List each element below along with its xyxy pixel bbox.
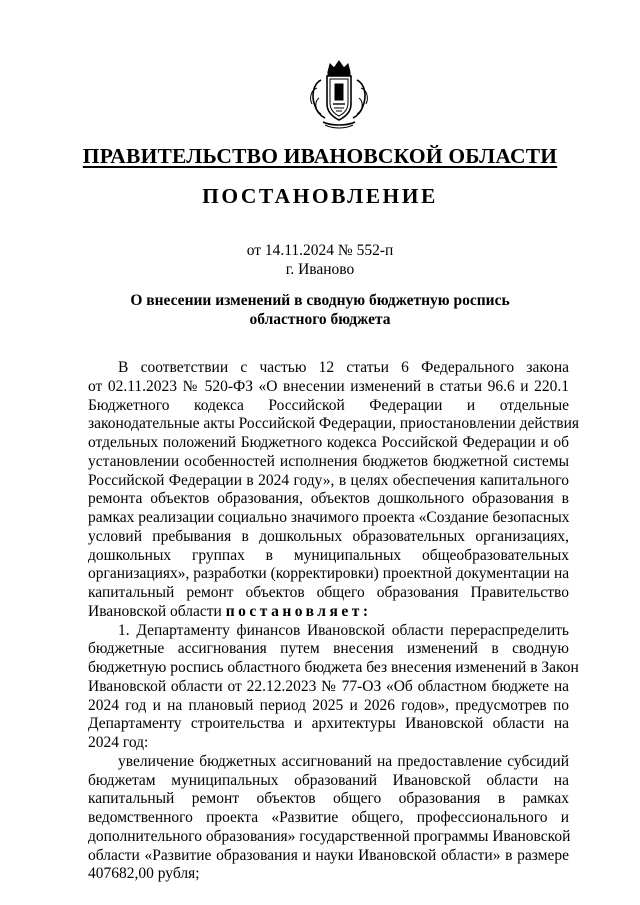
body-line: Департаменту строительства и архитектуры Ивановской области на [88,715,569,733]
decree-word: постановляет [225,602,363,620]
body-line: законодательные акты Российской Федерации, приостановлении действия [88,415,580,433]
body-line: от 02.11.2023 № 520-ФЗ «О внесении изменений в статьи 96.6 и 220.1 [88,377,569,395]
document-date-number: от 14.11.2024 № 552-п [246,242,394,259]
document-city: г. Иваново [285,261,355,278]
decree-line [88,603,569,622]
body-line: бюджетам муниципальных образований Ивановской области на [88,771,569,789]
body-line: ремонта объектов образования, объектов дошкольного образования в [88,490,569,508]
body-line: организациях», разработки (корректировки) проектной документации на [88,565,570,583]
body-line: ведомственного проекта «Развитие общего, профессионального и [88,809,569,826]
government-title: ПРАВИТЕЛЬСТВО ИВАНОВСКОЙ ОБЛАСТИ [82,144,558,168]
body-line: бюджетную роспись областного бюджета без внесения изменений в Закон [88,659,579,676]
document-type: ПОСТАНОВЛЕНИЕ [202,184,438,208]
body-line: дополнительного образования» государственной программы Ивановской [88,827,571,845]
body-line: капитальный ремонт объектов общего образования Правительство [88,584,569,601]
body-line: капитальный ремонт объектов общего образования в рамках [88,790,569,808]
body-line: Бюджетного кодекса Российской Федерации и отдельные [88,396,569,414]
body-line: Российской Федерации в 2024 году», в целях обеспечения капитального [88,471,569,489]
subject-line-2: областного бюджета [249,311,391,328]
body-line: увеличение бюджетных ассигнований на предоставление субсидий [118,752,569,770]
body-line: 1. Департаменту финансов Ивановской области перераспределить [118,621,569,639]
body-line: бюджетные ассигнования путем внесения изменений в сводную [88,640,569,658]
body-line: условий пребывания в дошкольных образовательных организациях, [88,527,569,545]
decree-colon: : [362,602,369,620]
body-line: 407682,00 рубля; [88,865,200,883]
body-line: области «Развитие образования и науки Ивановской области» в размере [88,846,569,864]
body-line: 2024 год: [88,734,149,751]
coat-of-arms-icon [299,54,379,134]
body-line: В соответствии с частью 12 статьи 6 Федерального закона [118,359,569,376]
body-line: 2024 год и на плановый период 2025 и 2026 годов», предусмотрев по [88,696,569,714]
body-line: отдельных положений Бюджетного кодекса Российской Федерации и об [88,434,569,451]
body-line: Ивановской области от 22.12.2023 № 77-ОЗ «Об областном бюджете на [88,677,569,695]
body-line: установлении особенностей исполнения бюджетов бюджетной системы [88,452,569,470]
body-line: дошкольных группах в муниципальных общеобразовательных [88,546,569,564]
body-line: Ивановской области [88,602,222,620]
body-text [88,359,580,884]
subject-line-1: О внесении изменений в сводную бюджетную роспись [130,292,510,309]
body-line: рамках реализации социально значимого проекта «Создание безопасных [88,509,570,526]
